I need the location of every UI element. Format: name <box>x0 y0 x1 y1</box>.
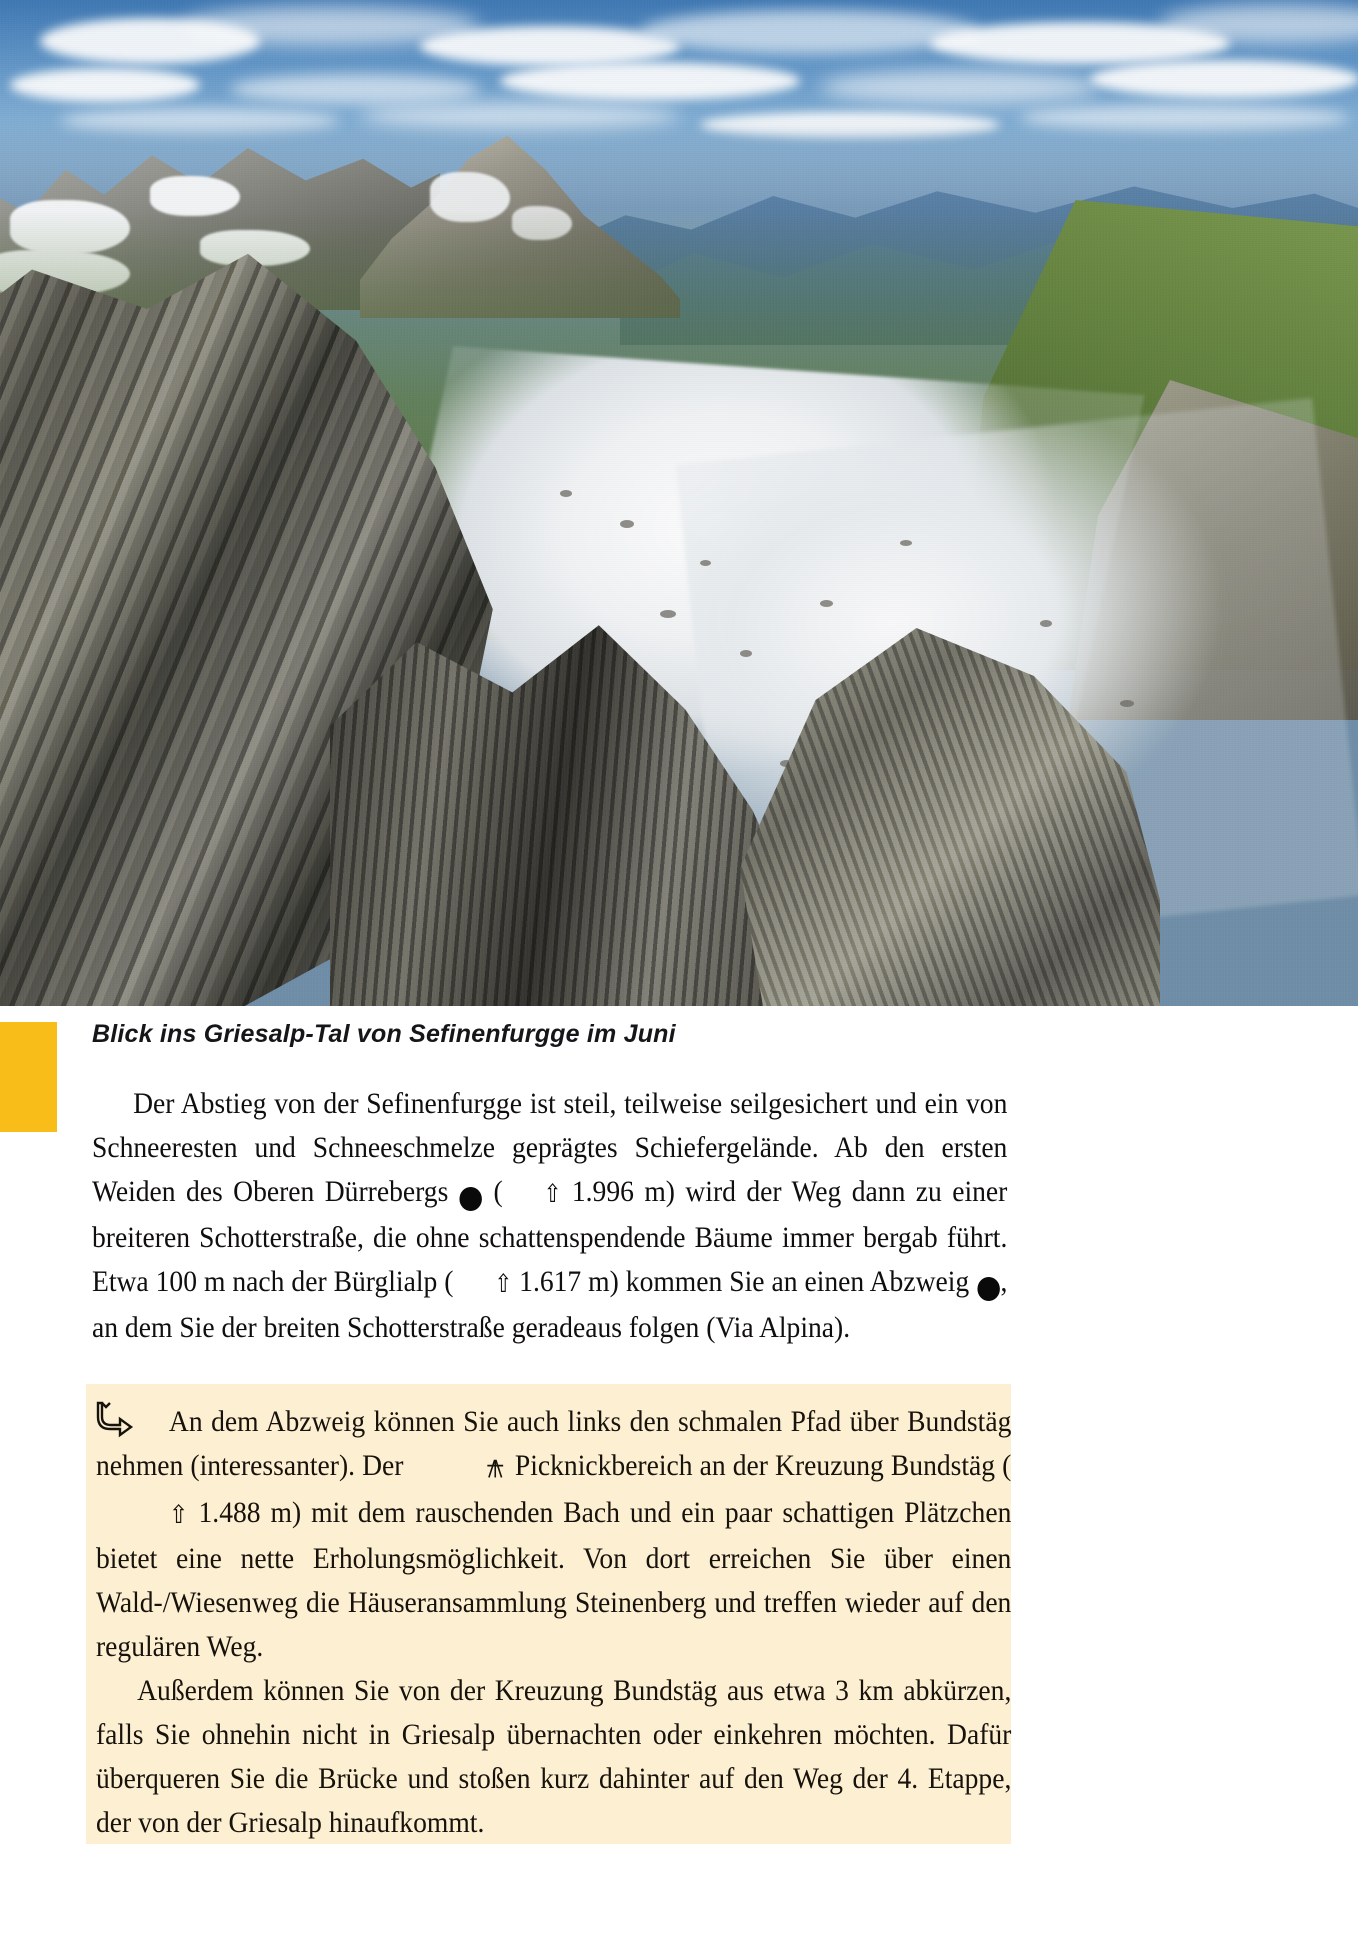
chapter-color-tab <box>0 1022 57 1132</box>
tip-paragraph-1 <box>96 1400 1011 1669</box>
cloud <box>820 70 1100 104</box>
waypoint-marker-6: 6 <box>460 1187 482 1211</box>
main-text-segment-2: ( <box>483 1176 503 1208</box>
rock-debris <box>700 560 711 566</box>
elevation-up-icon: ⇧ <box>168 1500 189 1529</box>
cloud <box>10 68 200 102</box>
elevation-value-2: 1.617 m) kommen Sie an einen Abzweig <box>512 1266 977 1298</box>
main-text-segment-1: Der Abstieg von der Sefinenfurgge ist steil, teilweise seilgesichert und ein von Schneeresten und Schneeschmelze geprägtes Schiefergelände. Ab den ersten Weiden des Oberen Dürrebergs <box>92 1088 1008 1208</box>
tip-text-segment-1: An dem Abzweig können Sie auch links den schmalen Pfad über Bundstäg nehmen (interessanter). Der <box>96 1406 1012 1482</box>
rock-debris <box>820 600 833 607</box>
tip-box-content <box>96 1400 1011 1845</box>
elevation-value-3: 1.488 m) mit dem rauschenden Bach und ein paar schattigen Plätzchen bietet eine nette Erholungsmöglichkeit. Von dort erreichen Sie über einen Wald-/Wiesenweg die Häuseransammlung Steinenberg und treffen wieder auf den regulären Weg. <box>96 1497 1012 1663</box>
rock-debris <box>1040 620 1052 627</box>
main-text-segment-3: , an dem Sie der breiten Schotterstraße geradeaus folgen (Via Alpina). <box>92 1266 1008 1344</box>
tip-text-segment-2: Picknickbereich an der Kreuzung Bundstäg ( <box>507 1450 1012 1482</box>
rock-debris <box>620 520 634 528</box>
waypoint-marker-7: 7 <box>977 1277 999 1301</box>
rock-debris <box>560 490 572 497</box>
photo-caption: Blick ins Griesalp-Tal von Sefinenfurgge im Juni <box>92 1020 676 1048</box>
elevation-value-1: 1.996 m) wird der Weg dann zu einer breiteren Schotterstraße, die ohne schattenspendende Bäume immer bergab führt. Etwa 100 m nach der Bürglialp ( <box>92 1176 1008 1298</box>
rock-debris <box>740 650 752 657</box>
rock-debris <box>900 540 912 546</box>
elevation-up-icon: ⇧ <box>494 1269 513 1298</box>
elevation-up-icon: ⇧ <box>543 1179 562 1208</box>
main-text-column <box>92 1082 1028 1350</box>
rock-debris <box>1120 700 1134 707</box>
tip-box <box>86 1384 1011 1844</box>
cloud <box>500 62 800 100</box>
rock-debris <box>660 610 676 618</box>
cloud <box>1090 60 1358 98</box>
cloud <box>640 10 980 54</box>
cloud <box>230 74 480 104</box>
picnic-table-icon <box>412 1447 506 1491</box>
tip-paragraph-2: Außerdem können Sie von der Kreuzung Bundstäg aus etwa 3 km abkürzen, falls Sie ohnehin nicht in Griesalp übernachten oder einkehren möchten. Dafür überqueren Sie die Brücke und stoßen kurz dahinter auf den Weg der 4. Etappe, der von der Griesalp hinaufkommt. <box>96 1675 1012 1839</box>
main-paragraph <box>92 1082 1028 1350</box>
